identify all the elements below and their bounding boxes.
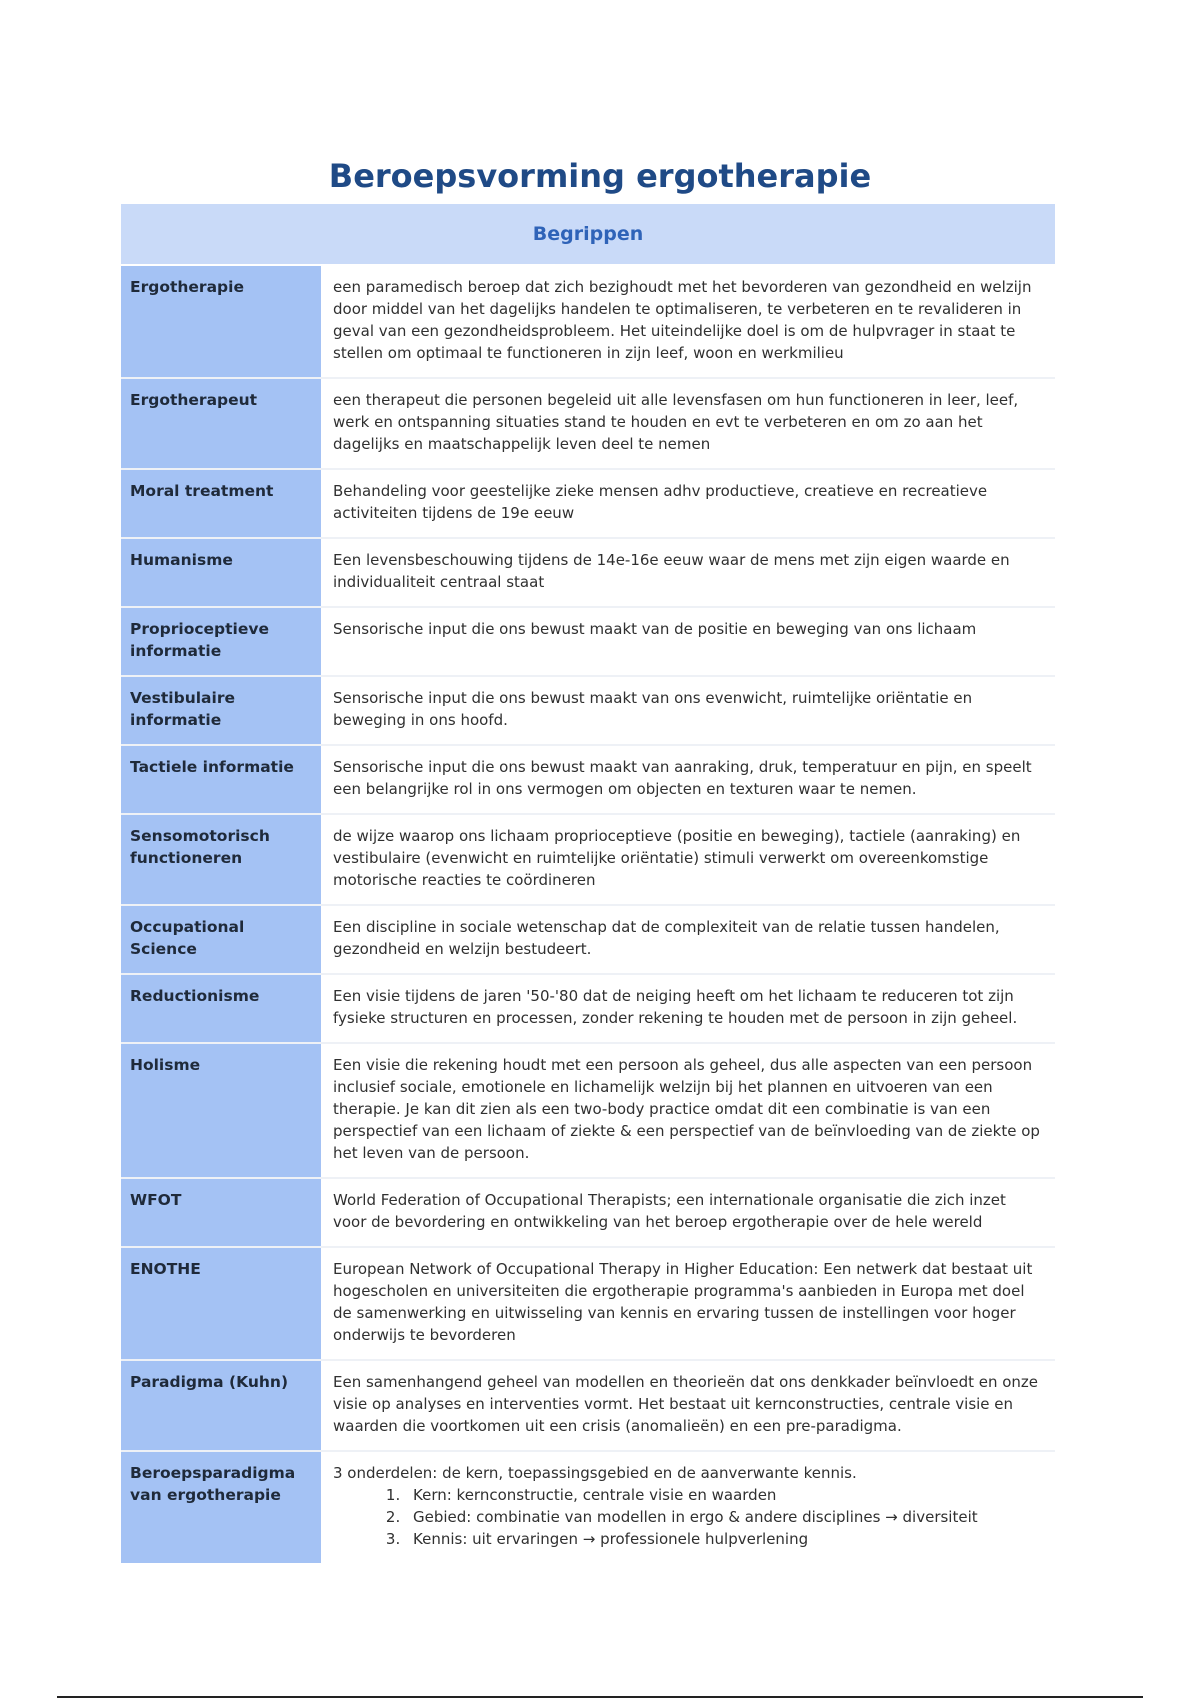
table-row	[121, 677, 1055, 746]
term-cell: Ergotherapeut	[121, 379, 321, 468]
table-row	[121, 608, 1055, 677]
definition-cell: Sensorische input die ons bewust maakt van aanraking, druk, temperatuur en pijn, en speelt een belangrijke rol in ons vermogen om objecten en texturen waar te nemen.	[333, 758, 1032, 798]
term-cell: Occupational Science	[121, 906, 321, 973]
table-row	[121, 1452, 1055, 1563]
term-cell: Vestibulaire informatie	[121, 677, 321, 744]
definition-cell: World Federation of Occupational Therapists; een internationale organisatie die zich inzet voor de bevordering en ontwikkeling van het beroep ergotherapie over de hele wereld	[333, 1191, 1006, 1231]
definition-cell: Een visie die rekening houdt met een persoon als geheel, dus alle aspecten van een persoon inclusief sociale, emotionele en lichamelijk welzijn bij het plannen en uitvoeren van een therapie. Je kan dit zien als een two-body practice omdat dit een combinatie is van een perspectief van een lichaam of ziekte & een perspectief van de beïnvloeding van de ziekte op het leven van de persoon.	[333, 1056, 1040, 1162]
table-row	[121, 266, 1055, 379]
term-cell: Holisme	[121, 1044, 321, 1177]
definition-cell: Een levensbeschouwing tijdens de 14e-16e eeuw waar de mens met zijn eigen waarde en individualiteit centraal staat	[333, 551, 1010, 591]
term-cell: Reductionisme	[121, 975, 321, 1042]
term-cell: Proprioceptieve informatie	[121, 608, 321, 675]
term-cell: Ergotherapie	[121, 266, 321, 377]
table-row	[121, 906, 1055, 975]
term-cell: WFOT	[121, 1179, 321, 1246]
table-row	[121, 379, 1055, 470]
glossary-table	[121, 204, 1055, 1563]
definition-cell: Een samenhangend geheel van modellen en theorieën dat ons denkkader beïnvloedt en onze visie op analyses en interventies vormt. Het bestaat uit kernconstructies, centrale visie en waarden die voortkomen uit een crisis (anomalieën) en een pre-paradigma.	[333, 1373, 1039, 1435]
table-row	[121, 815, 1055, 906]
numbered-list	[333, 1484, 1043, 1550]
term-cell: Sensomotorisch functioneren	[121, 815, 321, 904]
table-row	[121, 1179, 1055, 1248]
footer-divider	[57, 1696, 1143, 1698]
page-title: Beroepsvorming ergotherapie	[328, 157, 872, 195]
definition-cell: een paramedisch beroep dat zich bezighoudt met het bevorderen van gezondheid en welzijn door middel van het dagelijks handelen te optimaliseren, te verbeteren en te revalideren in geval van een gezondheidsprobleem. Het uiteindelijke doel is om de hulpvrager in staat te stellen om optimaal te functioneren in zijn leef, woon en werkmilieu	[333, 278, 1032, 362]
definition-cell: Een discipline in sociale wetenschap dat de complexiteit van de relatie tussen handelen, gezondheid en welzijn bestudeert.	[333, 918, 1000, 958]
table-row	[121, 746, 1055, 815]
table-header: Begrippen	[121, 204, 1055, 264]
definition-cell: de wijze waarop ons lichaam proprioceptieve (positie en beweging), tactiele (aanraking) en vestibulaire (evenwicht en ruimtelijke oriëntatie) stimuli verwerkt om overeenkomstige motorische reacties te coördineren	[333, 827, 1021, 889]
term-cell: Tactiele informatie	[121, 746, 321, 813]
term-cell: Moral treatment	[121, 470, 321, 537]
definition-cell	[323, 1452, 1055, 1563]
table-row	[121, 470, 1055, 539]
definition-cell: een therapeut die personen begeleid uit alle levensfasen om hun functioneren in leer, leef, werk en ontspanning situaties stand te houden en evt te verbeteren en om zo aan het dagelijks en maatschappelijk leven deel te nemen	[333, 391, 1019, 453]
definition-cell: Sensorische input die ons bewust maakt van ons evenwicht, ruimtelijke oriëntatie en beweging in ons hoofd.	[333, 689, 973, 729]
definition-cell: European Network of Occupational Therapy in Higher Education: Een netwerk dat bestaat uit hogescholen en universiteiten die ergotherapie programma's aanbieden in Europa met doel de samenwerking en uitwisseling van kennis en ervaring tussen de instellingen voor hoger onderwijs te bevorderen	[333, 1260, 1033, 1344]
table-row	[121, 1361, 1055, 1452]
term-cell: Beroepsparadigma van ergotherapie	[121, 1452, 321, 1563]
definition-cell: Een visie tijdens de jaren '50-'80 dat de neiging heeft om het lichaam te reduceren tot zijn fysieke structuren en processen, zonder rekening te houden met de persoon in zijn geheel.	[333, 987, 1018, 1027]
term-cell: ENOTHE	[121, 1248, 321, 1359]
list-item: 3. Kennis: uit ervaringen → professionele hulpverlening	[405, 1528, 1043, 1550]
table-row	[121, 1248, 1055, 1361]
list-item: 1. Kern: kernconstructie, centrale visie en waarden	[405, 1484, 1043, 1506]
term-cell: Paradigma (Kuhn)	[121, 1361, 321, 1450]
list-item: 2. Gebied: combinatie van modellen in ergo & andere disciplines → diversiteit	[405, 1506, 1043, 1528]
definition-intro: 3 onderdelen: de kern, toepassingsgebied en de aanverwante kennis.	[333, 1464, 857, 1482]
table-row	[121, 975, 1055, 1044]
definition-cell: Sensorische input die ons bewust maakt van de positie en beweging van ons lichaam	[333, 620, 977, 638]
table-row	[121, 1044, 1055, 1179]
table-row	[121, 539, 1055, 608]
term-cell: Humanisme	[121, 539, 321, 606]
definition-cell: Behandeling voor geestelijke zieke mensen adhv productieve, creatieve en recreatieve activiteiten tijdens de 19e eeuw	[333, 482, 988, 522]
